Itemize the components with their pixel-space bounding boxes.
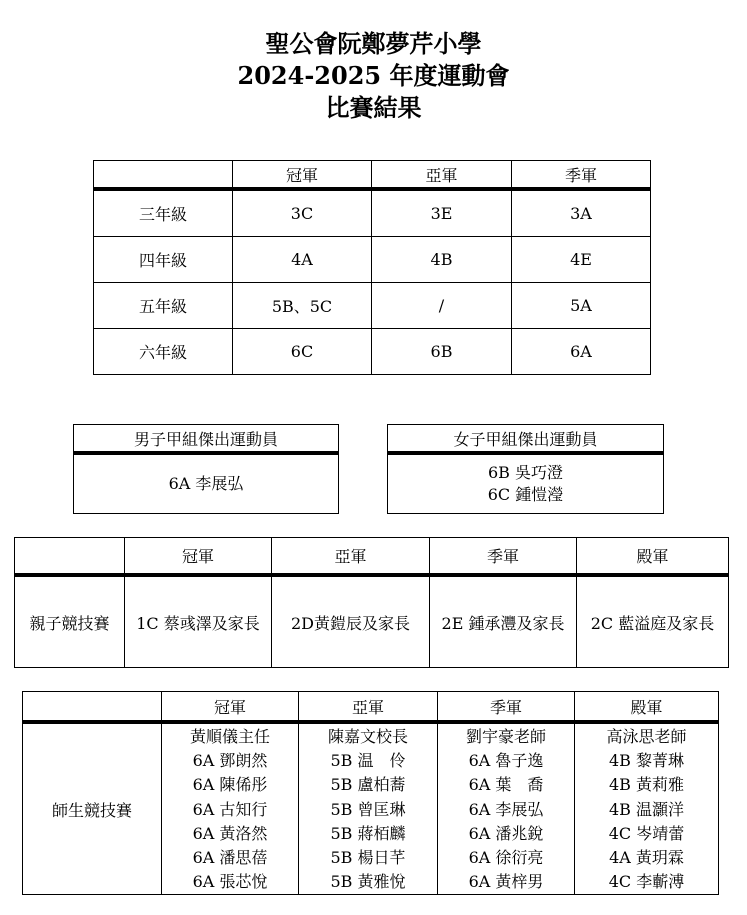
event-label: 親子競技賽 xyxy=(15,575,125,668)
header-second-runner-up: 季軍 xyxy=(430,538,577,576)
champion-cell: 6C xyxy=(233,329,372,375)
team-member: 6A 潘兆銳 xyxy=(468,823,544,843)
team-member: 4B 温灝洋 xyxy=(608,799,685,819)
header-champion: 冠軍 xyxy=(125,538,272,576)
champion-cell: 1C 蔡彧澤及家長 xyxy=(125,575,272,668)
table-row xyxy=(94,189,651,237)
boys-athlete-table xyxy=(73,424,339,514)
header-champion: 冠軍 xyxy=(162,692,299,723)
team-member: 劉宇豪老師 xyxy=(465,727,546,746)
boys-athlete-names xyxy=(74,453,339,514)
page-subtitle: 比賽結果 xyxy=(325,93,422,122)
girls-athlete-header: 女子甲組傑出運動員 xyxy=(388,425,664,454)
second-runner-up-cell: 4E xyxy=(512,237,651,283)
table-header-row xyxy=(15,538,729,576)
header-blank xyxy=(23,692,162,723)
header-blank xyxy=(94,161,233,190)
team-member: 6A 李展弘 xyxy=(468,799,544,819)
team-member: 6A 古知行 xyxy=(192,799,268,819)
table-row xyxy=(94,237,651,283)
team-member: 5B 温 伶 xyxy=(330,751,406,771)
first-runner-up-team xyxy=(299,722,438,895)
athlete-name: 6C 鍾愷瀅 xyxy=(487,485,564,504)
team-member: 6A 張芯悅 xyxy=(192,872,268,892)
team-member: 5B 盧柏蕎 xyxy=(330,775,406,795)
header-blank xyxy=(15,538,125,576)
girls-athlete-box xyxy=(387,424,664,514)
team-member: 6A 鄧朗然 xyxy=(192,751,268,771)
first-runner-up-cell: 4B xyxy=(372,237,512,283)
team-member: 4A 黃玥霖 xyxy=(609,848,684,868)
header-first-runner-up: 亞軍 xyxy=(299,692,438,723)
girls-athlete-table xyxy=(387,424,664,514)
header-second-runner-up: 季軍 xyxy=(438,692,575,723)
team-member: 陳嘉文校長 xyxy=(327,727,408,746)
team-member: 5B 曾匡琳 xyxy=(330,799,406,819)
team-member: 6A 葉 喬 xyxy=(468,775,544,795)
boys-athlete-box xyxy=(73,424,339,514)
champion-cell: 4A xyxy=(233,237,372,283)
header-fourth-place: 殿軍 xyxy=(577,538,729,576)
team-member: 6A 黃洛然 xyxy=(192,823,268,843)
team-member: 5B 蔣栢麟 xyxy=(330,823,406,843)
grade-label: 四年級 xyxy=(94,237,233,283)
team-member: 4C 岑靖蕾 xyxy=(608,823,685,843)
event-name: 2024-2025 年度運動會 xyxy=(237,61,510,90)
fourth-place-team xyxy=(575,722,719,895)
second-runner-up-cell: 6A xyxy=(512,329,651,375)
boys-athlete-header: 男子甲組傑出運動員 xyxy=(74,425,339,454)
team-member: 6A 徐衍亮 xyxy=(468,848,544,868)
champion-team xyxy=(162,722,299,895)
champion-cell: 3C xyxy=(233,189,372,237)
table-row xyxy=(94,329,651,375)
table-row xyxy=(94,283,651,329)
table-header-row xyxy=(94,161,651,190)
team-member: 6A 黃梓男 xyxy=(468,872,544,892)
team-member: 5B 黃雅悅 xyxy=(330,872,406,892)
team-member: 黃順儀主任 xyxy=(189,727,270,746)
girls-athlete-names xyxy=(388,453,664,514)
fourth-place-cell: 2C 藍溢庭及家長 xyxy=(577,575,729,668)
first-runner-up-cell: 2D黃鎧辰及家長 xyxy=(272,575,430,668)
team-member: 4B 黎菁琳 xyxy=(608,751,685,771)
first-runner-up-cell: 3E xyxy=(372,189,512,237)
second-runner-up-team xyxy=(438,722,575,895)
team-member: 6A 魯子逸 xyxy=(468,751,544,771)
table-header-row xyxy=(23,692,719,723)
team-member: 6A 陳俙彤 xyxy=(192,775,268,795)
first-runner-up-cell: 6B xyxy=(372,329,512,375)
athlete-name: 6B 吳巧澄 xyxy=(487,463,564,482)
header-first-runner-up: 亞軍 xyxy=(272,538,430,576)
table-row xyxy=(23,722,719,895)
header-fourth-place: 殿軍 xyxy=(575,692,719,723)
team-member: 4C 李蘄溥 xyxy=(608,872,685,892)
champion-cell: 5B、5C xyxy=(233,283,372,329)
header-second-runner-up: 季軍 xyxy=(512,161,651,190)
team-member: 4B 黃莉雅 xyxy=(608,775,685,795)
family-competition-table xyxy=(14,537,729,668)
team-member: 6A 潘思蓓 xyxy=(192,848,268,868)
title-block xyxy=(0,28,747,124)
second-runner-up-cell: 5A xyxy=(512,283,651,329)
table-row xyxy=(15,575,729,668)
header-first-runner-up: 亞軍 xyxy=(372,161,512,190)
grade-label: 三年級 xyxy=(94,189,233,237)
grade-label: 五年級 xyxy=(94,283,233,329)
house-results-table xyxy=(93,160,651,375)
school-name: 聖公會阮鄭夢芹小學 xyxy=(265,29,482,58)
header-champion: 冠軍 xyxy=(233,161,372,190)
team-member: 高泳思老師 xyxy=(606,727,687,746)
team-member: 5B 楊日芊 xyxy=(330,848,406,868)
athlete-name: 6A 李展弘 xyxy=(168,474,244,493)
second-runner-up-cell: 2E 鍾承灃及家長 xyxy=(430,575,577,668)
second-runner-up-cell: 3A xyxy=(512,189,651,237)
first-runner-up-cell: / xyxy=(372,283,512,329)
grade-label: 六年級 xyxy=(94,329,233,375)
event-label: 師生競技賽 xyxy=(23,722,162,895)
staff-student-competition-table xyxy=(22,691,719,895)
